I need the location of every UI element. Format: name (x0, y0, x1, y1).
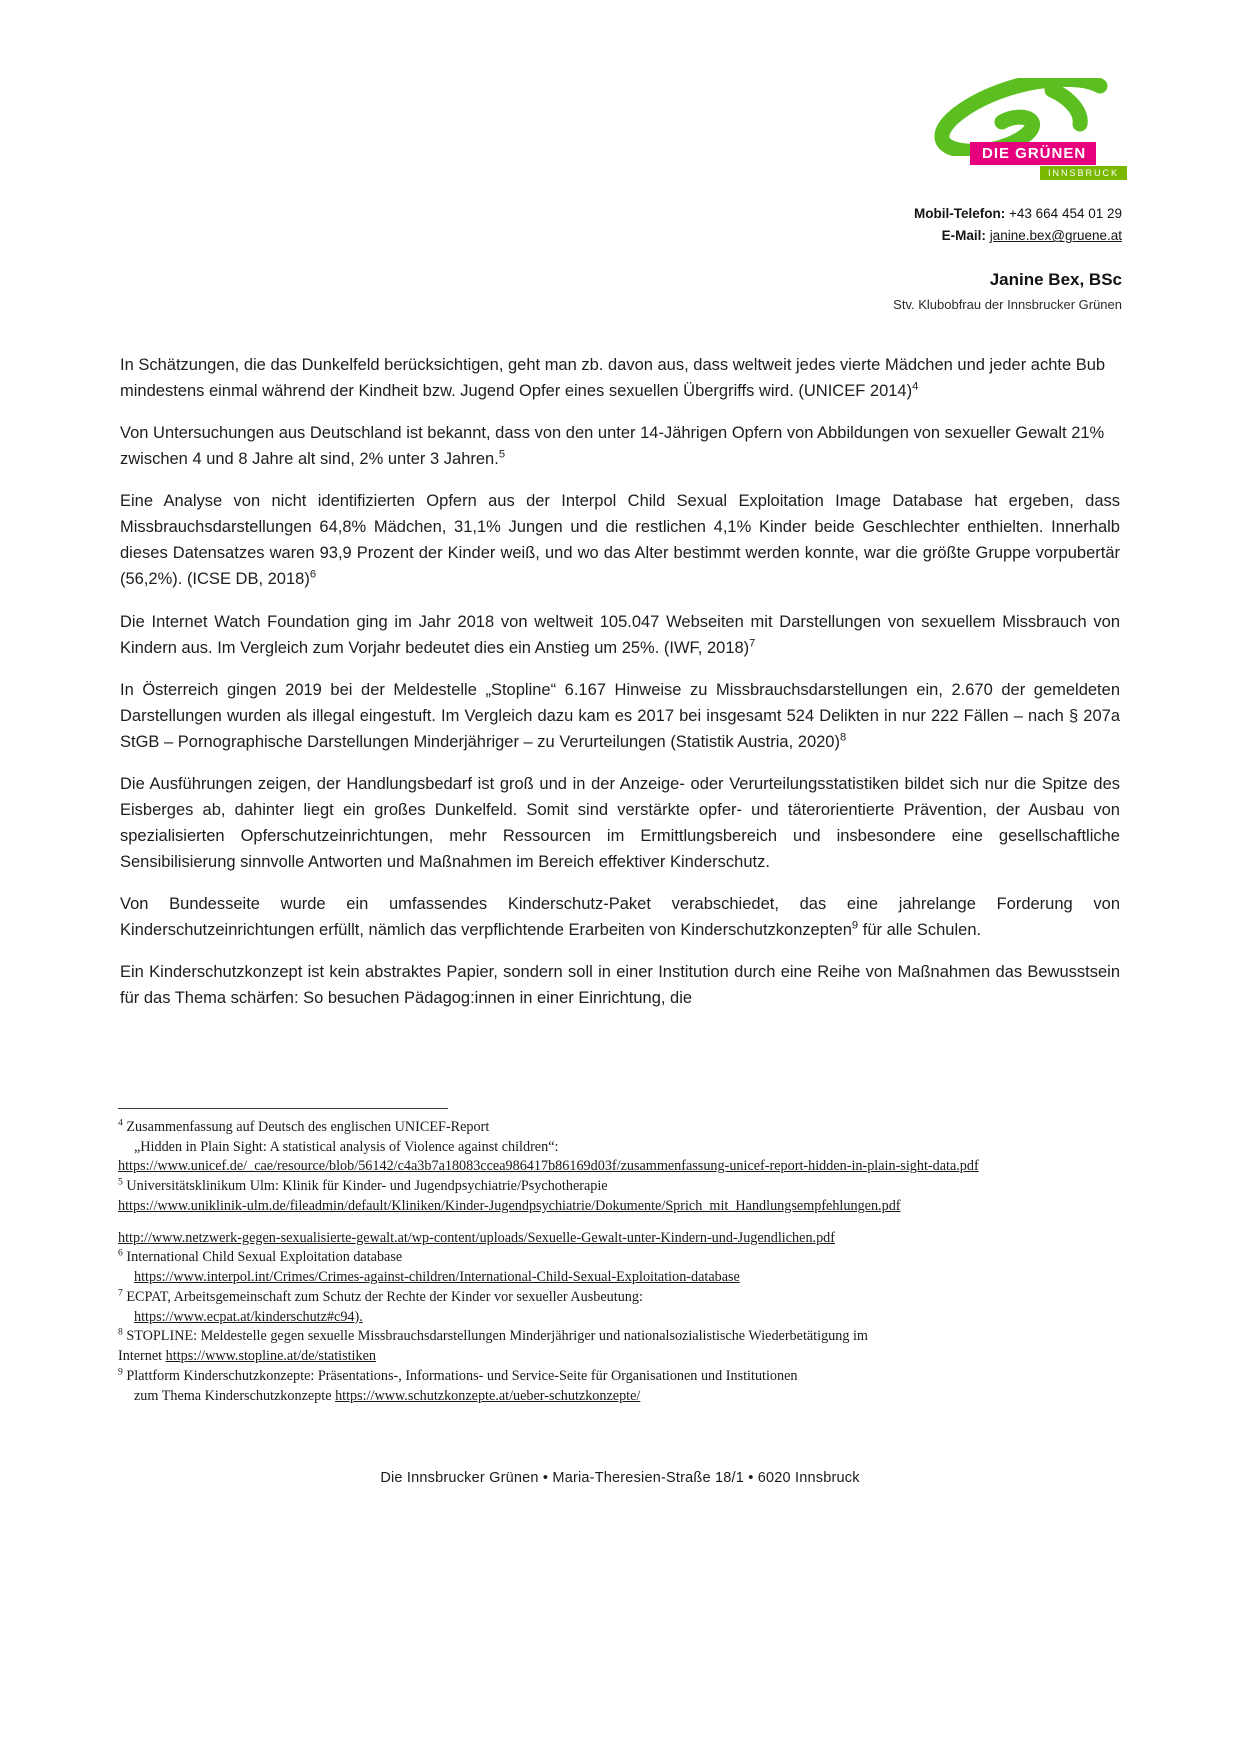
footnote-link[interactable]: https://www.uniklinik-ulm.de/fileadmin/default/Kliniken/Kinder-Jugendpsychiatrie/Dokumente/Sprich_mit_Handlungsempfehlungen.pdf (118, 1197, 901, 1214)
paragraph (120, 677, 1120, 755)
footnote-item: zum Thema Kinderschutzkonzepte https://www.schutzkonzepte.at/ueber-schutzkonzepte/ (134, 1387, 641, 1404)
footnote-marker: 6 (118, 1247, 123, 1259)
paragraph-text: Von Bundesseite wurde ein umfassendes Kinderschutz-Paket verabschiedet, das eine jahrelange Forderung von Kinderschutzeinrichtungen erfüllt, nämlich das verpflichtende Erarbeiten von Kinderschutzkonzepten (120, 895, 1120, 940)
paragraph-text: Eine Analyse von nicht identifizierten Opfern aus der Interpol Child Sexual Exploitation Image Database hat ergeben, dass Missbrauchsdarstellungen 64,8% Mädchen, 31,1% Jungen und die restlichen 4,1% Kinder beide Geschlechter enthielten. Innerhalb dieses Datensatzes waren 93,9 Prozent der Kinder weiß, und wo das Alter bestimmt werden konnte, war die größte Gruppe vorpubertär (56,2%). (ICSE DB, 2018) (120, 492, 1120, 589)
footnote-ref: 5 (498, 448, 506, 461)
footnote-item (118, 1229, 1128, 1248)
footnote-marker: 8 (118, 1326, 123, 1338)
footnote-link[interactable]: https://www.ecpat.at/kinderschutz#c94). (134, 1308, 363, 1325)
footnote-marker: 4 (118, 1117, 123, 1129)
footnote-item (118, 1177, 1128, 1196)
footnote-link[interactable]: https://www.stopline.at/de/statistiken (165, 1348, 376, 1365)
footnote-ref: 7 (749, 637, 756, 650)
paragraph (120, 609, 1120, 661)
footnote-item: Internet https://www.stopline.at/de/statistiken (118, 1348, 376, 1365)
footnote-text: Plattform Kinderschutzkonzepte: Präsentations-, Informations- und Service-Seite für Organisationen und Institutionen (126, 1367, 798, 1384)
footnote-ref: 6 (309, 568, 317, 581)
footnote-text: „Hidden in Plain Sight: A statistical analysis of Violence against children“: (134, 1138, 559, 1155)
footnote-text: Zusammenfassung auf Deutsch des englischen UNICEF-Report (126, 1119, 490, 1135)
footnote-ref: 9 (851, 919, 859, 932)
footnote-item (118, 1118, 1128, 1137)
paragraph-text: Die Internet Watch Foundation ging im Jahr 2018 von weltweit 105.047 Webseiten mit Darstellungen von sexuellem Missbrauch von Kindern aus. Im Vergleich zum Vorjahr bedeutet dies ein Anstieg um 25%. (IWF, 2018) (120, 612, 1120, 657)
paragraph (120, 420, 1120, 472)
logo-party-name: DIE GRÜNEN (970, 142, 1096, 165)
footnote-marker: 5 (118, 1176, 123, 1188)
contact-email-label: E-Mail: (941, 228, 986, 244)
footnotes (118, 1118, 1128, 1406)
footnote-divider (118, 1108, 448, 1109)
footnote-marker: 7 (118, 1287, 123, 1299)
contact-block (914, 203, 1122, 248)
paragraph (120, 891, 1120, 943)
paragraph-text: Ein Kinderschutzkonzept ist kein abstraktes Papier, sondern soll in einer Institution durch eine Reihe von Maßnahmen das Bewusstsein für das Thema schärfen: So besuchen Pädagog:innen in einer Einrichtung, die (120, 963, 1120, 1008)
footnote-link[interactable]: https://www.unicef.de/_cae/resource/blob/56142/c4a3b7a18083ccea986417b86169d03f/zusammenfassung-unicef-report-hidden-in-plain-sight-data.pdf (118, 1158, 979, 1175)
contact-email-line (914, 225, 1122, 247)
logo (892, 78, 1122, 188)
footnote-item (118, 1248, 1128, 1267)
footnote-text: STOPLINE: Meldestelle gegen sexuelle Missbrauchsdarstellungen Minderjähriger und nationalsozialistische Wiederbetätigung im (126, 1328, 868, 1345)
footnote-ref: 8 (839, 731, 847, 744)
paragraph (120, 771, 1120, 875)
footnote-item (118, 1138, 1128, 1157)
body-content (120, 352, 1120, 1027)
contact-phone-value: +43 664 454 01 29 (1005, 206, 1122, 221)
logo-city: INNSBRUCK (1040, 166, 1127, 180)
footnote-item (118, 1197, 1128, 1216)
footnote-link[interactable]: https://www.schutzkonzepte.at/ueber-schutzkonzepte/ (335, 1387, 641, 1404)
paragraph (120, 352, 1120, 404)
paragraph (120, 488, 1120, 592)
footnote-item (118, 1367, 1128, 1386)
paragraph (120, 959, 1120, 1011)
footnote-item (118, 1268, 1128, 1287)
paragraph-text: Von Untersuchungen aus Deutschland ist bekannt, dass von den unter 14-Jährigen Opfern von Abbildungen von sexueller Gewalt 21% zwischen 4 und 8 Jahre alt sind, 2% unter 3 Jahren. (120, 424, 1105, 469)
footnote-marker: 9 (118, 1366, 123, 1378)
footnote-item (118, 1327, 1128, 1346)
footnote-text: International Child Sexual Exploitation database (126, 1249, 403, 1266)
footnote-item (118, 1288, 1128, 1307)
footnote-item (118, 1308, 1128, 1327)
contact-email-link[interactable]: janine.bex@gruene.at (989, 228, 1122, 244)
footnote-ref: 4 (912, 380, 919, 393)
page-footer: Die Innsbrucker Grünen • Maria-Theresien-Straße 18/1 • 6020 Innsbruck (380, 1470, 860, 1486)
footnote-spacer (118, 1217, 1128, 1229)
contact-phone-label: Mobil-Telefon: (914, 206, 1006, 221)
paragraph-text: In Schätzungen, die das Dunkelfeld berücksichtigen, geht man zb. davon aus, dass weltweit jedes vierte Mädchen und jeder achte Bub mindestens einmal während der Kindheit bzw. Jugend Opfer eines sexuellen Übergriffs wird. (UNICEF 2014) (120, 356, 1106, 401)
sender-role: Stv. Klubobfrau der Innsbrucker Grünen (893, 297, 1122, 312)
footnote-text: ECPAT, Arbeitsgemeinschaft zum Schutz der Rechte der Kinder vor sexueller Ausbeutung: (126, 1288, 643, 1305)
footnote-item (118, 1157, 1128, 1176)
paragraph-text-tail: für alle Schulen. (858, 921, 982, 940)
paragraph-text: Die Ausführungen zeigen, der Handlungsbedarf ist groß und in der Anzeige- oder Verurteilungsstatistiken bildet sich nur die Spitze des Eisberges ab, dahinter liegt ein großes Dunkelfeld. Somit sind verstärkte opfer- und täterorientierte Prävention, der Ausbau von spezialisierten Opferschutzeinrichtungen, mehr Ressourcen im Ermittlungsbereich und insbesondere eine gesellschaftliche Sensibilisierung sinnvolle Antworten und Maßnahmen im Bereich effektiver Kinderschutz. (120, 774, 1120, 871)
footnote-link[interactable]: https://www.interpol.int/Crimes/Crimes-against-children/International-Child-Sexual-Exploitation-database (134, 1269, 740, 1286)
contact-phone-line (914, 203, 1122, 225)
footnote-link[interactable]: http://www.netzwerk-gegen-sexualisierte-gewalt.at/wp-content/uploads/Sexuelle-Gewalt-unter-Kindern-und-Jugendlichen.pdf (118, 1229, 835, 1246)
paragraph-text: In Österreich gingen 2019 bei der Meldestelle „Stopline“ 6.167 Hinweise zu Missbrauchsdarstellungen ein, 2.670 der gemeldeten Darstellungen wurden als illegal eingestuft. Im Vergleich dazu kam es 2017 bei insgesamt 524 Delikten in nur 222 Fällen – nach § 207a StGB – Pornographische Darstellungen Minderjähriger – zu Verurteilungen (Statistik Austria, 2020) (120, 680, 1120, 751)
sender-name: Janine Bex, BSc (989, 270, 1122, 289)
footnote-text: Universitätsklinikum Ulm: Klinik für Kinder- und Jugendpsychiatrie/Psychotherapie (126, 1178, 608, 1195)
